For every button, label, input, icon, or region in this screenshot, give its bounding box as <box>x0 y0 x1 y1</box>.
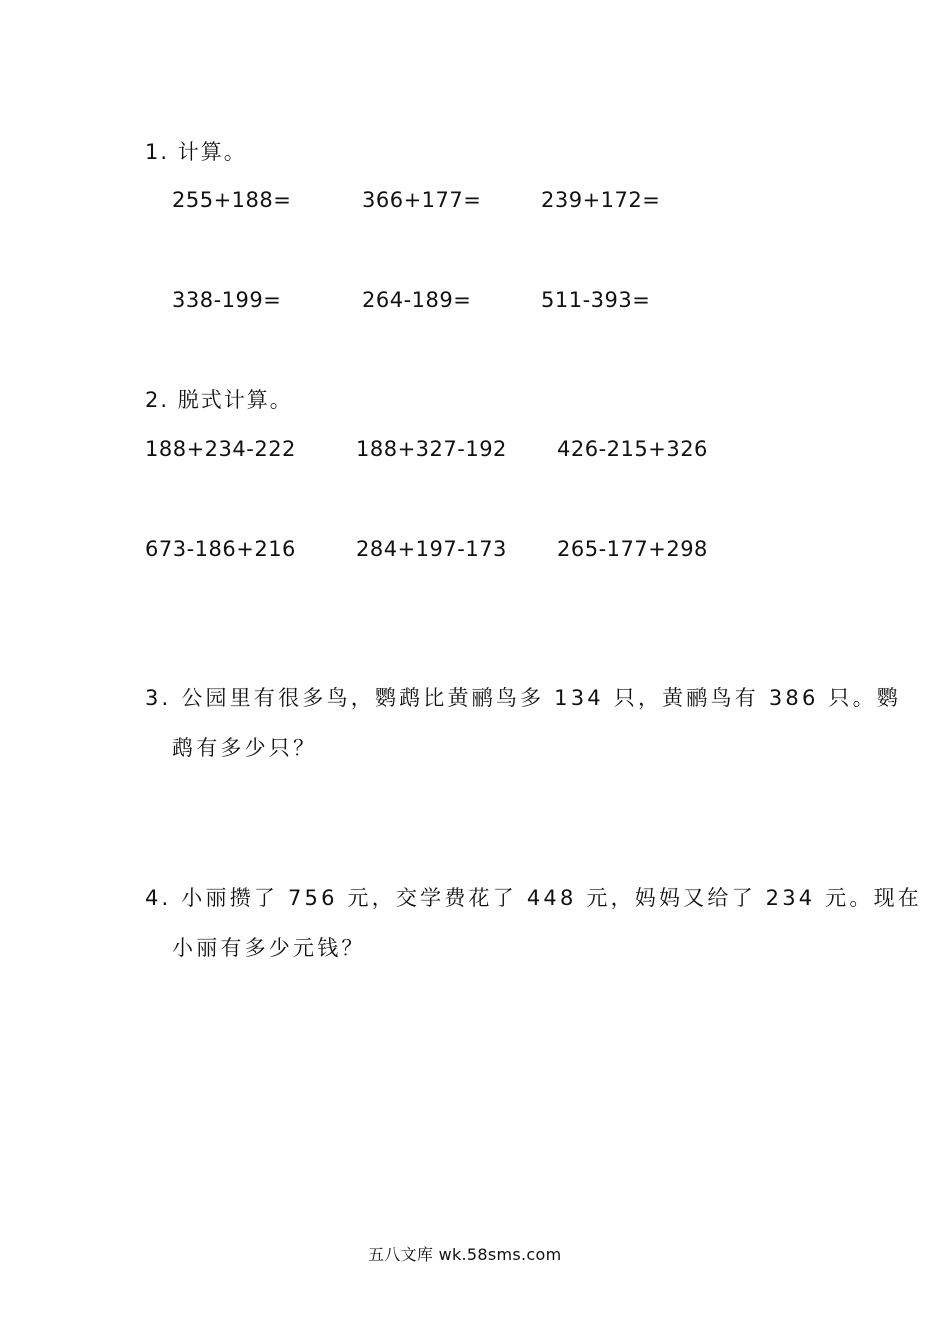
problem-3-line-1: 3. 公园里有很多鸟，鹦鹉比黄鹂鸟多 134 只，黄鹂鸟有 386 只。鹦 <box>145 686 901 710</box>
calc-item: 511-393= <box>541 288 651 312</box>
problem-4-line-2: 小丽有多少元钱？ <box>172 936 366 960</box>
step-calc-item: 265-177+298 <box>557 537 708 561</box>
calc-item: 239+172= <box>541 188 661 212</box>
step-calc-item: 426-215+326 <box>557 437 708 461</box>
footer-watermark-text: 五八文库 wk.58sms.com <box>368 1245 562 1264</box>
calc-item: 338-199= <box>172 288 282 312</box>
problem-4-line-1: 4. 小丽攒了 756 元，交学费花了 448 元，妈妈又给了 234 元。现在 <box>145 886 923 910</box>
step-calc-item: 284+197-173 <box>356 537 507 561</box>
calc-item: 264-189= <box>362 288 472 312</box>
section-1-heading: 1. 计算。 <box>145 140 247 164</box>
calc-item: 255+188= <box>172 188 292 212</box>
step-calc-item: 188+327-192 <box>356 437 507 461</box>
calc-item: 366+177= <box>362 188 482 212</box>
step-calc-item: 673-186+216 <box>145 537 296 561</box>
problem-3-line-2: 鹉有多少只？ <box>172 736 318 760</box>
step-calc-item: 188+234-222 <box>145 437 296 461</box>
section-2-heading: 2. 脱式计算。 <box>145 388 293 412</box>
